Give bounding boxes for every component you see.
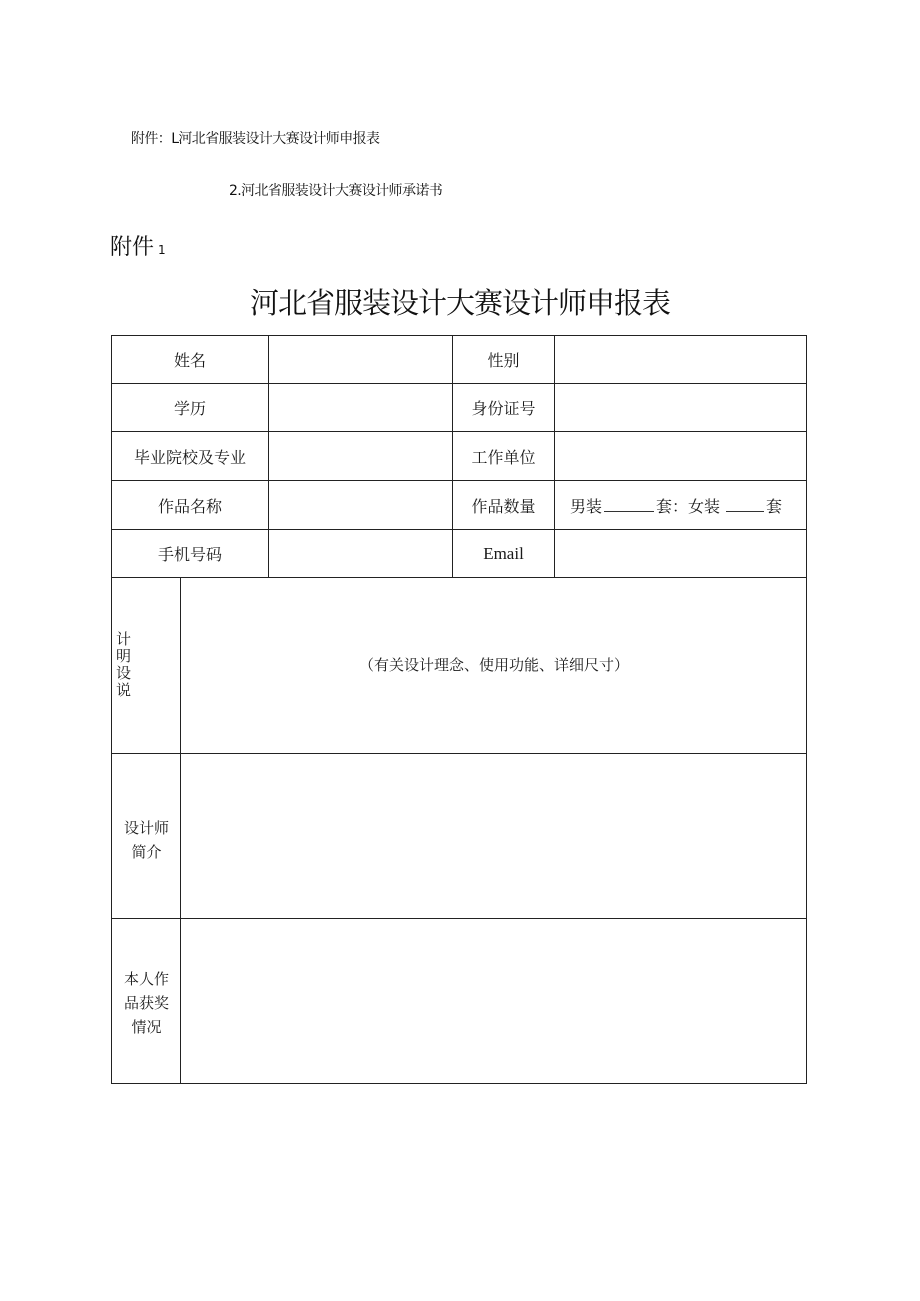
- section-label-number: 1: [158, 243, 166, 257]
- form-title: 河北省服装设计大赛设计师申报表: [249, 286, 670, 320]
- school-major-field[interactable]: [269, 432, 452, 480]
- womenswear-label: 女装: [688, 496, 721, 516]
- designer-intro-label: [112, 816, 181, 864]
- designer-intro-label-line: 简介: [131, 843, 162, 861]
- section-label-text: 附件: [110, 235, 155, 260]
- section-label: [110, 233, 166, 265]
- design-description-label: [116, 631, 140, 699]
- design-description-label-line: 说: [116, 681, 132, 699]
- menswear-count-blank[interactable]: [604, 499, 654, 512]
- awards-field[interactable]: [181, 919, 806, 1083]
- work-count-label: 作品数量: [471, 496, 536, 516]
- id-number-field[interactable]: [555, 384, 806, 431]
- name-label: 姓名: [173, 351, 206, 370]
- awards-label: [112, 967, 181, 1039]
- application-table: [111, 335, 807, 1084]
- education-label: 学历: [173, 399, 206, 418]
- designer-intro-label-line: 设计师: [123, 819, 169, 837]
- work-count-field[interactable]: [555, 481, 806, 529]
- phone-field[interactable]: [269, 530, 452, 577]
- school-major-label: 毕业院校及专业: [133, 447, 246, 467]
- womenswear-count-blank[interactable]: [726, 499, 764, 512]
- design-description-label-line: 计: [116, 630, 132, 648]
- menswear-unit: 套：: [656, 496, 689, 516]
- work-title-label: 作品名称: [157, 496, 222, 516]
- email-label: Email: [483, 543, 524, 563]
- education-field[interactable]: [269, 384, 452, 431]
- attachment-line-2: 2.河北省服装设计大赛设计师承诺书: [229, 183, 443, 199]
- name-field[interactable]: [269, 336, 452, 383]
- designer-intro-field[interactable]: [181, 754, 806, 918]
- gender-field[interactable]: [555, 336, 806, 383]
- work-title-field[interactable]: [269, 481, 452, 529]
- design-description-label-line: 明: [116, 647, 132, 665]
- design-description-hint: （有关设计理念、使用功能、详细尺寸）: [358, 656, 629, 674]
- employer-label: 工作单位: [471, 447, 536, 467]
- employer-field[interactable]: [555, 432, 806, 480]
- awards-label-line: 情况: [131, 1018, 162, 1036]
- id-number-label: 身份证号: [471, 399, 536, 418]
- awards-label-line: 品获奖: [123, 994, 169, 1012]
- attachment-line-1: 附件：L河北省服装设计大赛设计师申报表: [131, 131, 380, 147]
- phone-label: 手机号码: [157, 545, 222, 564]
- womenswear-unit: 套: [766, 496, 783, 516]
- design-description-label-line: 设: [116, 664, 132, 682]
- menswear-label: 男装: [570, 496, 603, 516]
- email-field[interactable]: [555, 530, 806, 577]
- gender-label: 性别: [487, 351, 520, 370]
- awards-label-line: 本人作: [123, 970, 169, 988]
